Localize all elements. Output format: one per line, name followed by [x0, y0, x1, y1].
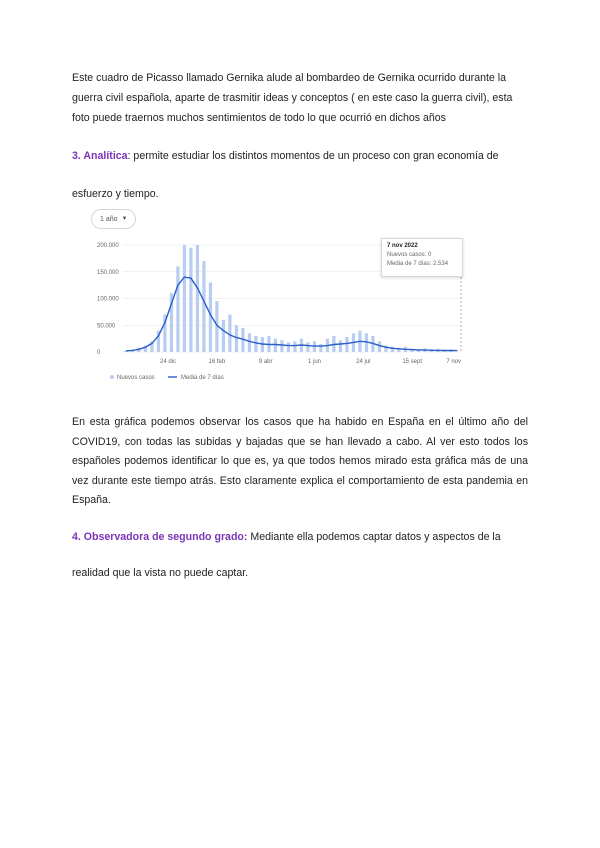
y-tick-label: 150.000: [97, 269, 119, 276]
range-label: 1 año: [100, 215, 118, 223]
x-tick-label: 7 nov: [446, 359, 461, 365]
analysis-paragraph: En esta gráfica podemos observar los casos que ha habido en España en el último año del COVID19, con todas las subidas y bajadas que se han llevado a cabo. Al ver esto todos los españoles podemos identificar lo que es, ya que todos hemos mirado esta gráfica más de una vez durante este tiempo atrás. Esto claramente explica el comportamiento de esta pandemia en España.: [72, 416, 528, 506]
section-3-paragraph: [72, 137, 528, 213]
x-tick-label: 16 feb: [208, 359, 226, 365]
section-3-heading: 3. Analítica: [72, 150, 128, 162]
section-4-text: Mediante ella podemos captar datos y aspectos de la realidad que la vista no puede captar.: [72, 531, 501, 579]
case-bar: [248, 333, 251, 352]
case-bar: [222, 320, 225, 352]
case-bar: [345, 337, 348, 352]
case-bar: [228, 315, 231, 352]
case-bar: [378, 341, 381, 352]
case-bar: [319, 344, 322, 352]
section-4-paragraph: [72, 519, 528, 591]
x-tick-label: 15 sept: [402, 359, 423, 365]
case-bar: [287, 342, 290, 352]
case-bar: [293, 341, 296, 352]
covid-chart: [85, 207, 470, 387]
section-3-text: : permite estudiar los distintos momentos de un proceso con gran economía de esfuerzo y tiempo.: [72, 150, 499, 200]
case-bar: [235, 325, 238, 352]
case-bar: [339, 340, 342, 352]
tooltip-new-cases: Nuevos casos: 0: [387, 252, 432, 258]
y-tick-label: 50.000: [97, 323, 116, 330]
case-bar: [254, 336, 257, 352]
case-bar: [189, 248, 192, 352]
case-bar: [202, 261, 205, 352]
x-tick-label: 1 jun: [307, 359, 322, 365]
case-bar: [274, 339, 277, 352]
x-tick-label: 24 dic: [159, 359, 177, 365]
case-bar: [183, 245, 186, 352]
x-tick-label: 24 jul: [356, 359, 371, 365]
intro-paragraph: Este cuadro de Picasso llamado Gernika alude al bombardeo de Gernika ocurrido durante la guerra civil española, aparte de trasmitir ideas y conceptos ( en este caso la guerra civil), esta foto puede traernos muchos sentimientos de todo lo que ocurrió en dichos años: [72, 72, 513, 124]
y-tick-label: 100.000: [97, 296, 119, 303]
legend-label-average: Media de 7 días: [181, 375, 224, 381]
tooltip-date: 7 nov 2022: [387, 243, 418, 249]
chart-plot: [85, 207, 470, 387]
case-bar: [306, 342, 309, 352]
legend-label-cases: Nuevos casos: [117, 375, 155, 381]
chevron-down-icon: ▼: [121, 216, 128, 222]
y-tick-label: 200.000: [97, 243, 119, 249]
seven-day-average-line: [126, 277, 458, 351]
section-4-heading: 4. Observadora de segundo grado:: [72, 531, 248, 543]
x-tick-label: 9 abr: [258, 359, 273, 365]
legend-swatch-cases: [110, 375, 114, 379]
tooltip-7day-average: Media de 7 días: 2.534: [387, 261, 449, 267]
case-bar: [196, 245, 199, 352]
chart-tooltip: [381, 238, 463, 277]
y-tick-label: 0: [97, 350, 101, 356]
case-bar: [280, 340, 283, 352]
case-bar: [176, 266, 179, 352]
